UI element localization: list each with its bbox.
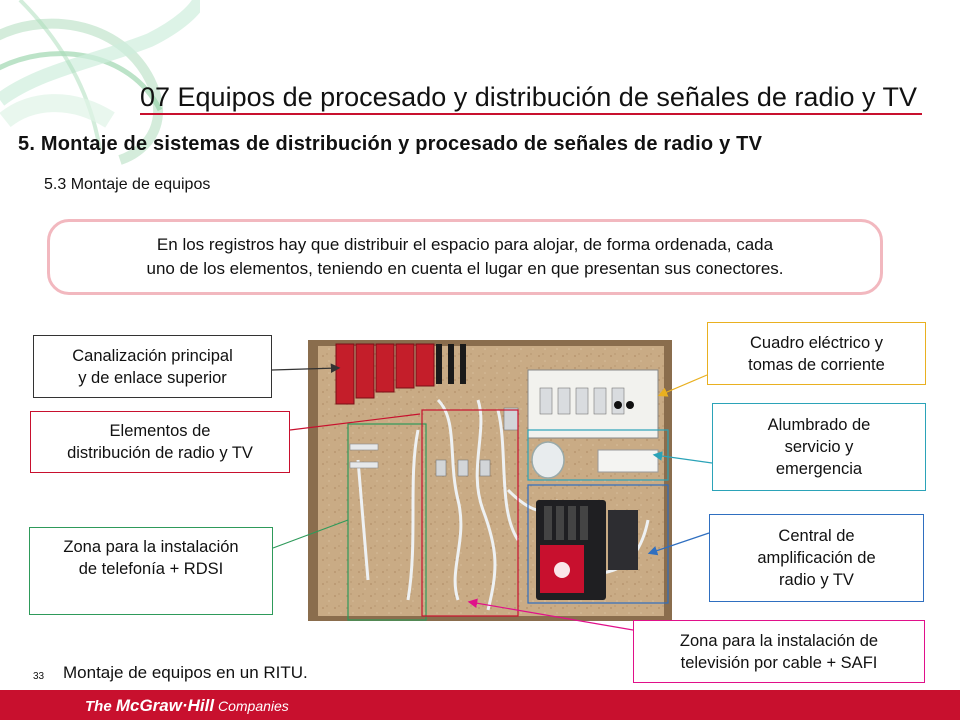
label-zona-telefonia [29, 527, 273, 615]
label-central-amplificacion [709, 514, 924, 602]
label-line: Cuadro eléctrico y [750, 333, 883, 352]
publisher-logo [85, 696, 289, 716]
intro-callout [47, 219, 883, 295]
callout-line-2: uno de los elementos, teniendo en cuenta el lugar en que presentan sus conectores. [146, 259, 784, 278]
label-canalizacion [33, 335, 272, 398]
chapter-title: 07 Equipos de procesado y distribución de señales de radio y TV [140, 82, 917, 112]
label-cuadro-electrico [707, 322, 926, 385]
section-title: 5. Montaje de sistemas de distribución y procesado de señales de radio y TV [18, 133, 763, 155]
logo-brand: McGraw·Hill [115, 696, 215, 715]
label-line: de telefonía + RDSI [78, 560, 224, 578]
label-line: emergencia [775, 460, 863, 478]
ritu-photo-illustration [308, 340, 672, 621]
logo-companies: Companies [214, 698, 289, 714]
label-line: amplificación de [757, 549, 876, 567]
callout-line-1: En los registros hay que distribuir el espacio para alojar, de forma ordenada, cada [156, 235, 774, 254]
label-line: Central de [778, 527, 855, 545]
figure-caption: Montaje de equipos en un RITU. [63, 663, 308, 682]
title-underline [140, 113, 922, 115]
label-line: radio y TV [779, 571, 854, 589]
label-elementos-distribucion [30, 411, 290, 473]
label-alumbrado [712, 403, 926, 491]
label-line: televisión por cable + SAFI [680, 653, 878, 672]
page-number: 33 [33, 671, 45, 682]
label-line: Alumbrado de [767, 416, 871, 434]
subsection-title: 5.3 Montaje de equipos [44, 176, 211, 193]
label-line: Zona para la instalación de [679, 631, 879, 650]
label-line: servicio y [784, 438, 854, 456]
label-line: Zona para la instalación [63, 538, 239, 556]
label-line: y de enlace superior [78, 368, 227, 387]
logo-the: The [85, 698, 116, 715]
label-line: tomas de corriente [748, 355, 885, 374]
label-line: Elementos de [109, 422, 211, 440]
label-zona-television [633, 620, 925, 683]
label-line: Canalización principal [72, 346, 233, 365]
label-line: distribución de radio y TV [67, 444, 253, 462]
